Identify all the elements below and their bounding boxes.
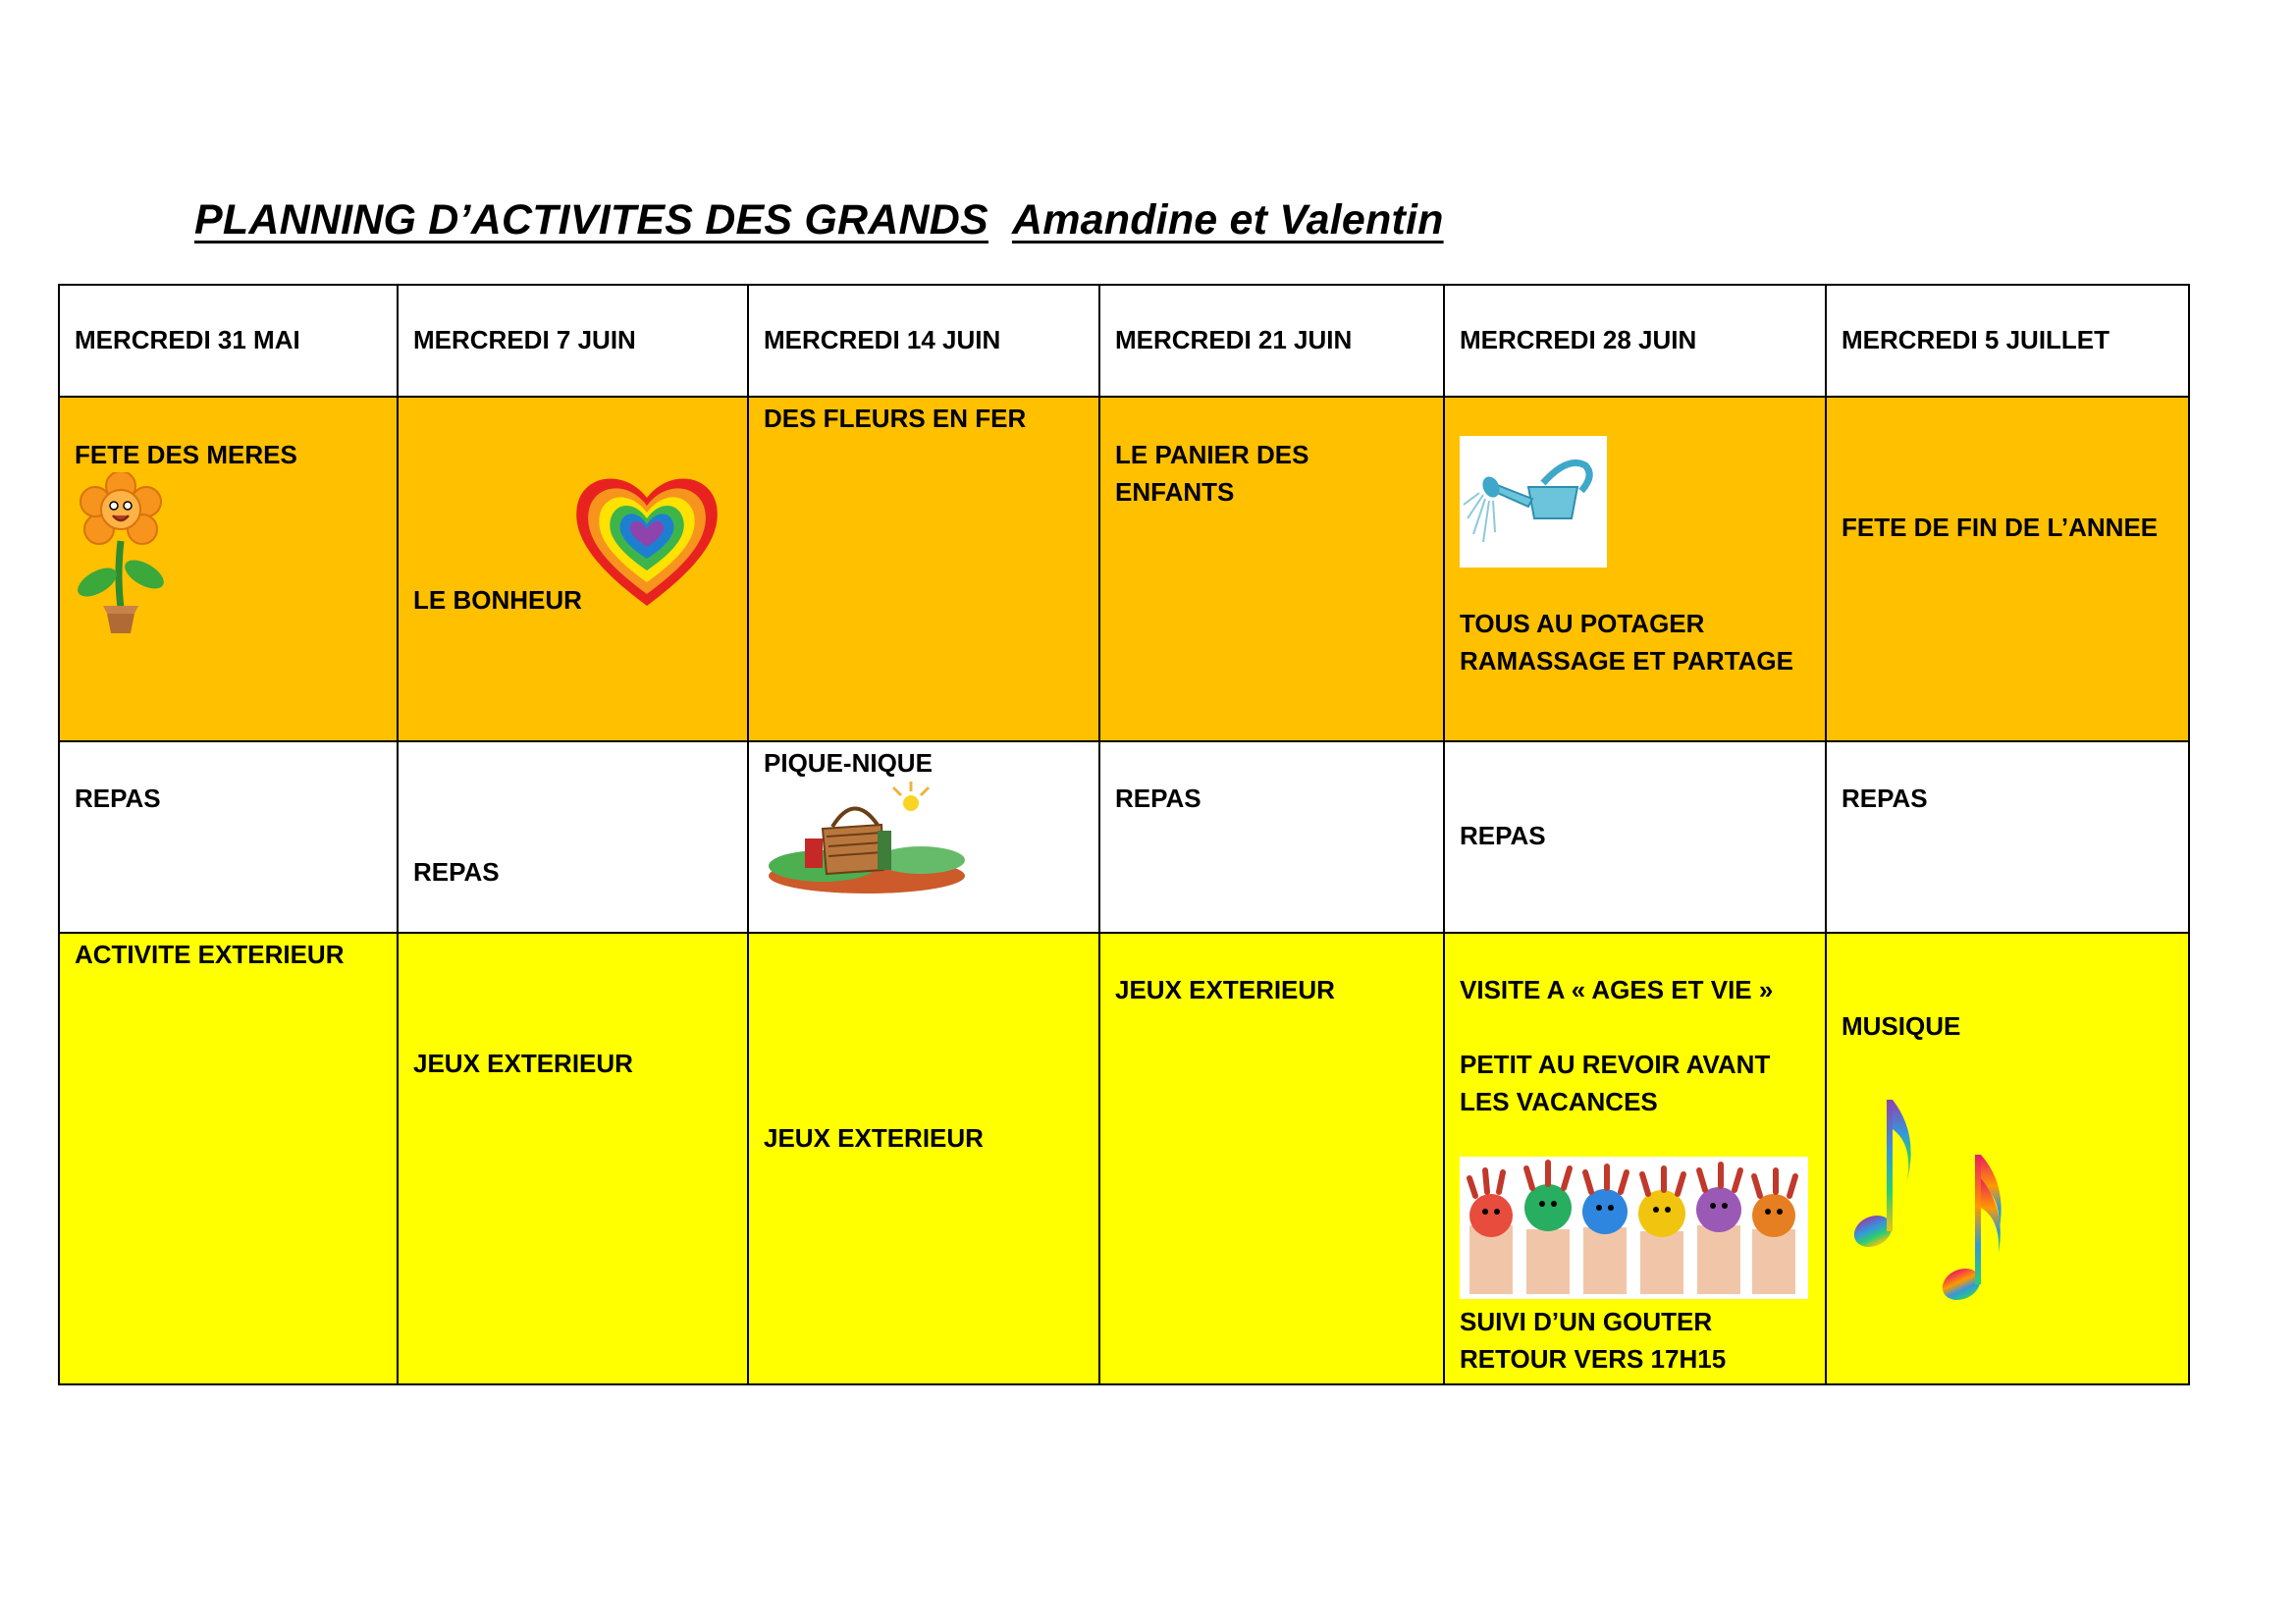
- music-notes-icon: [1851, 1096, 2033, 1307]
- flower-pot-icon: [70, 472, 178, 634]
- activity-label: JEUX EXTERIEUR: [413, 1049, 633, 1079]
- header-cell: [1099, 285, 1444, 397]
- day-label: MERCREDI 14 JUIN: [764, 325, 1001, 354]
- table-row-afternoon: [59, 933, 2189, 1384]
- picnic-basket-icon: [764, 782, 970, 899]
- day-label: MERCREDI 7 JUIN: [413, 325, 636, 354]
- table-cell: [1099, 741, 1444, 933]
- meal-label: REPAS: [1842, 783, 1928, 813]
- table-cell: [1444, 397, 1826, 741]
- meal-label: REPAS: [1115, 783, 1201, 813]
- table-cell: [59, 933, 398, 1384]
- activity-label: JEUX EXTERIEUR: [1115, 975, 1335, 1005]
- day-label: MERCREDI 21 JUIN: [1115, 325, 1353, 354]
- activity-label: MUSIQUE: [1842, 1011, 1961, 1042]
- table-cell: [59, 397, 398, 741]
- meal-label: REPAS: [1460, 820, 1546, 850]
- table-cell: [1099, 397, 1444, 741]
- table-cell: [1826, 397, 2189, 741]
- rainbow-heart-icon: [573, 470, 721, 610]
- table-cell: [748, 741, 1099, 933]
- activity-label: LE PANIER DES ENFANTS: [1115, 440, 1309, 508]
- activity-line: LES VACANCES: [1460, 1087, 1658, 1117]
- table-cell: [1444, 933, 1826, 1384]
- meal-label: REPAS: [413, 856, 500, 887]
- activity-line: RETOUR VERS 17H15: [1460, 1344, 1727, 1375]
- activity-line: VISITE A « AGES ET VIE »: [1460, 975, 1774, 1005]
- table-cell: [1826, 933, 2189, 1384]
- activity-label: JEUX EXTERIEUR: [764, 1123, 984, 1154]
- activity-label: LE BONHEUR: [413, 585, 582, 616]
- activity-label: FETE DE FIN DE L’ANNEE: [1842, 513, 2159, 543]
- meal-label: REPAS: [75, 783, 161, 813]
- table-row-meal: [59, 741, 2189, 933]
- activity-line: SUIVI D’UN GOUTER: [1460, 1307, 1713, 1337]
- table-header-row: [59, 285, 2189, 397]
- header-cell: [1826, 285, 2189, 397]
- table-cell: [748, 397, 1099, 741]
- table-cell: [1444, 741, 1826, 933]
- table-row-morning: [59, 397, 2189, 741]
- table-cell: [59, 741, 398, 933]
- table-cell: [1099, 933, 1444, 1384]
- watering-can-icon: [1460, 436, 1607, 568]
- table-cell: [748, 933, 1099, 1384]
- header-cell: [748, 285, 1099, 397]
- day-label: MERCREDI 31 MAI: [75, 325, 300, 354]
- activity-label: DES FLEURS EN FER: [764, 404, 1027, 434]
- activity-label: [1460, 971, 1813, 1120]
- day-label: MERCREDI 28 JUIN: [1460, 325, 1697, 354]
- activity-label: [1460, 1303, 1813, 1378]
- table-cell: [1826, 741, 2189, 933]
- activity-label: ACTIVITE EXTERIEUR: [75, 940, 345, 970]
- table-cell: [398, 741, 748, 933]
- activity-label: FETE DES MERES: [75, 440, 297, 470]
- title-main: PLANNING D’ACTIVITES DES GRANDS: [194, 196, 988, 244]
- activity-line: TOUS AU POTAGER: [1460, 609, 1705, 639]
- activity-line: RAMASSAGE ET PARTAGE: [1460, 646, 1793, 677]
- painted-hands-icon: [1460, 1157, 1808, 1299]
- header-cell: [398, 285, 748, 397]
- header-cell: [59, 285, 398, 397]
- page-title: [194, 196, 1444, 244]
- meal-label: PIQUE-NIQUE: [764, 747, 933, 778]
- activity-schedule-table: [58, 284, 2190, 1385]
- table-cell: [398, 397, 748, 741]
- day-label: MERCREDI 5 JUILLET: [1842, 325, 2110, 354]
- title-names: Amandine et Valentin: [1011, 196, 1444, 244]
- header-cell: [1444, 285, 1826, 397]
- table-cell: [398, 933, 748, 1384]
- activity-label: [1460, 605, 1813, 679]
- activity-line: PETIT AU REVOIR AVANT: [1460, 1050, 1771, 1080]
